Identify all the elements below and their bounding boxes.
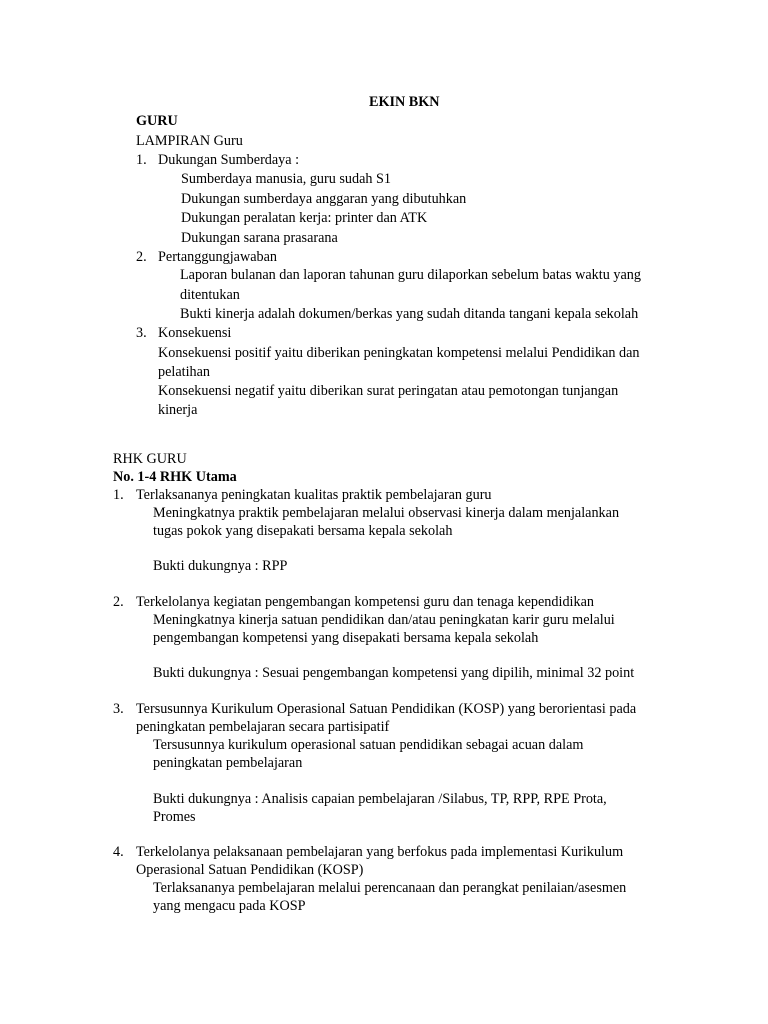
section-line: Laporan bulanan dan laporan tahunan guru dilaporkan sebelum batas waktu yang (180, 267, 641, 283)
rhk-bukti: Promes (153, 809, 196, 825)
rhk-number: 1. (113, 487, 124, 503)
rhk-heading: RHK GURU (113, 451, 187, 467)
section-line: Dukungan sarana prasarana (181, 230, 338, 246)
rhk-desc: yang mengacu pada KOSP (153, 898, 306, 914)
rhk-desc: Terlaksananya pembelajaran melalui perencanaan dan perangkat penilaian/asesmen (153, 880, 627, 896)
rhk-desc: Meningkatnya kinerja satuan pendidikan dan/atau peningkatan karir guru melalui (153, 612, 615, 628)
rhk-number: 2. (113, 594, 124, 610)
rhk-number: 4. (113, 844, 124, 860)
guru-heading: GURU (136, 113, 178, 129)
rhk-title: Tersusunnya Kurikulum Operasional Satuan Pendidikan (KOSP) yang berorientasi pada (136, 701, 637, 717)
doc-title: EKIN BKN (369, 94, 440, 110)
section-line: Sumberdaya manusia, guru sudah S1 (181, 171, 392, 187)
rhk-bukti: Bukti dukungnya : Analisis capaian pembelajaran /Silabus, TP, RPP, RPE Prota, (153, 791, 607, 807)
rhk-title: Terlaksananya peningkatan kualitas praktik pembelajaran guru (136, 487, 492, 503)
section-line: Bukti kinerja adalah dokumen/berkas yang sudah ditanda tangani kepala sekolah (180, 306, 639, 322)
rhk-title: peningkatan pembelajaran secara partisipatif (136, 719, 390, 735)
rhk-desc: peningkatan pembelajaran (153, 755, 303, 771)
rhk-desc: tugas pokok yang disepakati bersama kepala sekolah (153, 523, 453, 539)
rhk-bukti: Bukti dukungnya : RPP (153, 558, 288, 574)
section-title: Pertanggungjawaban (158, 249, 277, 265)
section-title: Konsekuensi (158, 325, 232, 341)
rhk-desc: Tersusunnya kurikulum operasional satuan pendidikan sebagai acuan dalam (153, 737, 584, 753)
section-line: kinerja (158, 402, 198, 418)
section-line: pelatihan (158, 364, 210, 380)
rhk-title: Terkelolanya pelaksanaan pembelajaran yang berfokus pada implementasi Kurikulum (136, 844, 624, 860)
rhk-number: 3. (113, 701, 124, 717)
section-number: 1. (136, 152, 147, 168)
section-number: 3. (136, 325, 147, 341)
section-number: 2. (136, 249, 147, 265)
rhk-desc: pengembangan kompetensi yang disepakati bersama kepala sekolah (153, 630, 539, 646)
rhk-title: Operasional Satuan Pendidikan (KOSP) (136, 862, 364, 878)
section-line: Dukungan sumberdaya anggaran yang dibutuhkan (181, 191, 467, 207)
rhk-subheading: No. 1-4 RHK Utama (113, 469, 237, 485)
section-title: Dukungan Sumberdaya : (158, 152, 300, 168)
section-line: Konsekuensi positif yaitu diberikan peningkatan kompetensi melalui Pendidikan dan (158, 345, 640, 361)
lampiran-label: LAMPIRAN Guru (136, 133, 243, 149)
rhk-desc: Meningkatnya praktik pembelajaran melalui observasi kinerja dalam menjalankan (153, 505, 620, 521)
rhk-title: Terkelolanya kegiatan pengembangan kompetensi guru dan tenaga kependidikan (136, 594, 594, 610)
section-line: ditentukan (180, 287, 240, 303)
section-line: Dukungan peralatan kerja: printer dan ATK (181, 210, 428, 226)
section-line: Konsekuensi negatif yaitu diberikan surat peringatan atau pemotongan tunjangan (158, 383, 619, 399)
rhk-bukti: Bukti dukungnya : Sesuai pengembangan kompetensi yang dipilih, minimal 32 point (153, 665, 635, 681)
